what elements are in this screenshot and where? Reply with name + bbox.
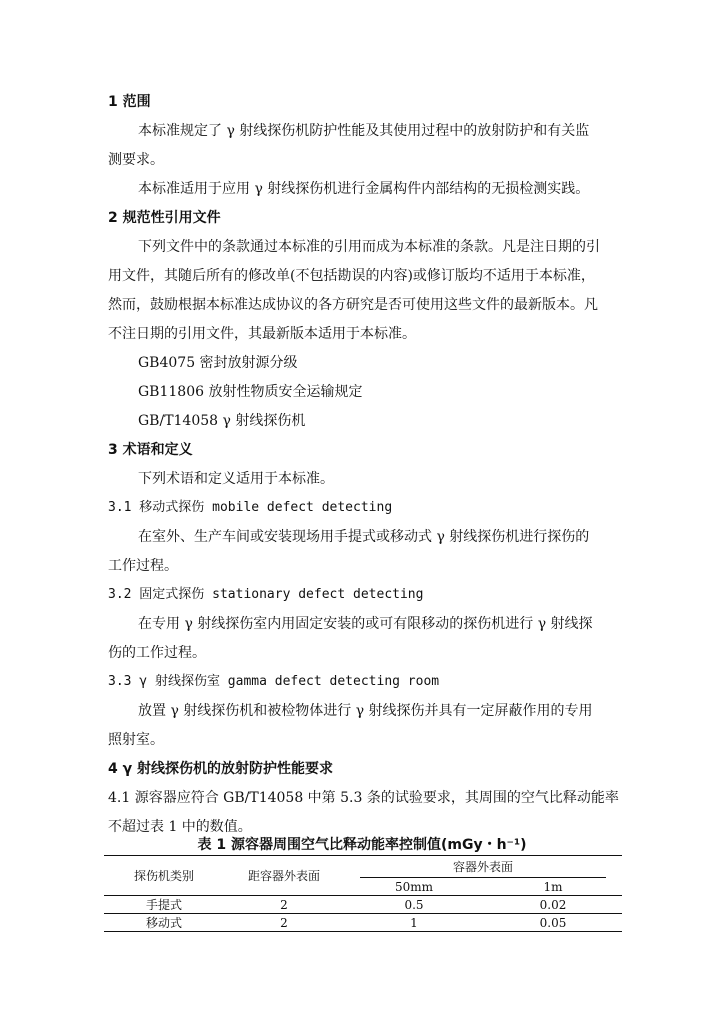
term-3-3-heading: 3.3 γ 射线探伤室 gamma defect detecting room [108, 674, 440, 689]
group-label: 容器外表面 [360, 858, 606, 878]
paragraph-line: 本标准规定了 γ 射线探伤机防护性能及其使用过程中的放射防护和有关监 [138, 123, 590, 139]
term-3-1-heading: 3.1 移动式探伤 mobile defect detecting [108, 500, 393, 515]
cell-1m: 0.02 [484, 896, 622, 914]
paragraph-line: 用文件，其随后所有的修改单(不包括勘误的内容)或修订版均不适用于本标准， [108, 268, 595, 284]
table-row [104, 914, 622, 932]
paragraph-line: 测要求。 [108, 152, 164, 168]
col-header-group [344, 856, 622, 879]
cell-type: 移动式 [104, 914, 224, 932]
paragraph-line: 下列术语和定义适用于本标准。 [138, 471, 334, 487]
cell-50mm: 1 [344, 914, 484, 932]
paragraph-line: 不注日期的引用文件，其最新版本适用于本标准。 [108, 326, 416, 342]
section-1-heading: 1 范围 [108, 94, 151, 110]
term-3-2-heading: 3.2 固定式探伤 stationary defect detecting [108, 587, 424, 602]
col-header-distance: 距容器外表面 [247, 869, 320, 883]
cell-distance: 2 [224, 914, 344, 932]
table-row [104, 896, 622, 914]
reference-item: GB4075 密封放射源分级 [138, 355, 298, 371]
col-header-1m: 1m [543, 879, 563, 894]
col-header-50mm: 50mm [394, 879, 434, 894]
paragraph-line: 在室外、生产车间或安装现场用手提式或移动式 γ 射线探伤机进行探伤的 [138, 529, 590, 545]
section-4-heading: 4 γ 射线探伤机的放射防护性能要求 [108, 761, 334, 777]
section-3-heading: 3 术语和定义 [108, 442, 193, 458]
paragraph-line: 伤的工作过程。 [108, 645, 206, 661]
col-header-type: 探伤机类别 [133, 869, 194, 883]
table-caption: 表 1 源容器周围空气比释动能率控制值(mGy・h⁻¹) [197, 837, 527, 853]
paragraph-line: 然而，鼓励根据本标准达成协议的各方研究是否可使用这些文件的最新版本。凡 [108, 297, 598, 313]
reference-item: GB11806 放射性物质安全运输规定 [138, 384, 363, 400]
paragraph-line: 放置 γ 射线探伤机和被检物体进行 γ 射线探伤并具有一定屏蔽作用的专用 [138, 703, 593, 719]
cell-type: 手提式 [104, 896, 224, 914]
cell-1m: 0.05 [484, 914, 622, 932]
cell-distance: 2 [224, 896, 344, 914]
paragraph-line: 工作过程。 [108, 558, 178, 574]
paragraph-line: 本标准适用于应用 γ 射线探伤机进行金属构件内部结构的无损检测实践。 [138, 181, 590, 197]
cell-50mm: 0.5 [344, 896, 484, 914]
paragraph-line: 在专用 γ 射线探伤室内用固定安装的或可有限移动的探伤机进行 γ 射线探 [138, 616, 593, 632]
paragraph-line: 不超过表 1 中的数值。 [108, 819, 252, 835]
reference-item: GB/T14058 γ 射线探伤机 [138, 413, 306, 429]
paragraph-line: 4.1 源容器应符合 GB/T14058 中第 5.3 条的试验要求，其周围的空气比释动能率 [108, 790, 619, 806]
paragraph-line: 下列文件中的条款通过本标准的引用而成为本标准的条款。凡是注日期的引 [138, 239, 600, 255]
section-2-heading: 2 规范性引用文件 [108, 210, 221, 226]
paragraph-line: 照射室。 [108, 732, 164, 748]
data-table [104, 855, 622, 932]
